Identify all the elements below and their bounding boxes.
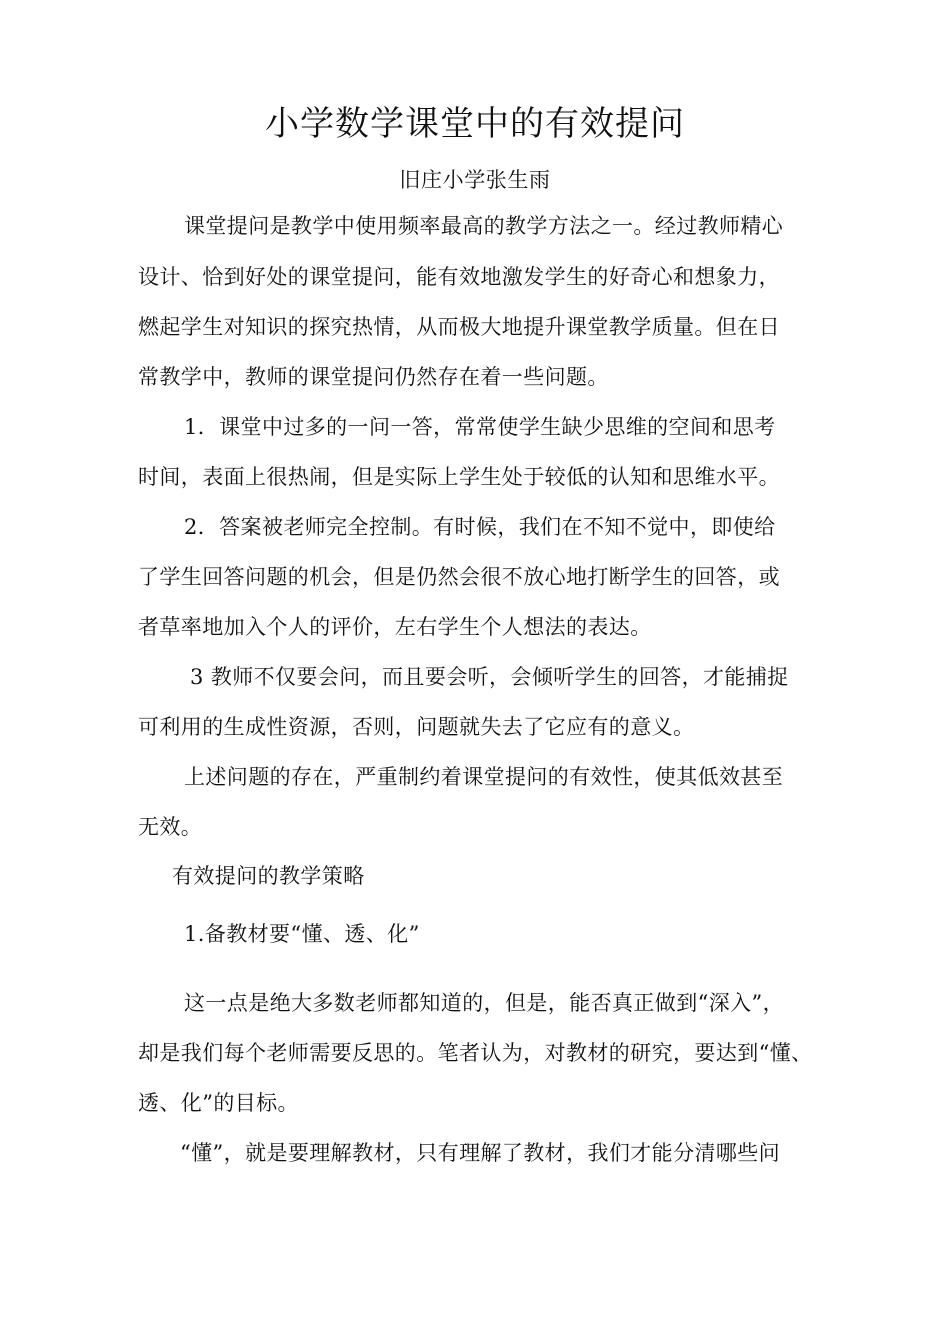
paragraph-line: 课堂提问是教学中使用频率最高的教学方法之一。经过教师精心: [184, 214, 784, 238]
subsection-heading: 1.备教材要“懂、透、化”: [184, 922, 420, 946]
paragraph-line: 2．答案被老师完全控制。有时候，我们在不知不觉中，即使给: [184, 515, 776, 539]
paragraph-line: 1．课堂中过多的一问一答，常常使学生缺少思维的空间和思考: [184, 415, 776, 439]
paragraph-line: 设计、恰到好处的课堂提问，能有效地激发学生的好奇心和想象力，: [138, 265, 780, 289]
paragraph-line: 3 教师不仅要会问，而且要会听，会倾听学生的回答，才能捕捉: [190, 665, 789, 689]
document-author: 旧庄小学张生雨: [399, 168, 551, 192]
paragraph-line: 时间，表面上很热闹，但是实际上学生处于较低的认知和思维水平。: [138, 465, 780, 489]
paragraph-line: 了学生回答问题的机会，但是仍然会很不放心地打断学生的回答，或: [138, 565, 780, 589]
paragraph-line: 却是我们每个老师需要反思的。笔者认为，对教材的研究，要达到“懂、: [138, 1041, 813, 1065]
paragraph-line: 者草率地加入个人的评价，左右学生个人想法的表达。: [138, 615, 652, 639]
paragraph-line: 透、化”的目标。: [138, 1091, 299, 1115]
paragraph-line: 燃起学生对知识的探究热情，从而极大地提升课堂教学质量。但在日: [138, 315, 780, 339]
paragraph-line: 可利用的生成性资源，否则，问题就失去了它应有的意义。: [138, 715, 695, 739]
paragraph-line: 上述问题的存在，严重制约着课堂提问的有效性，使其低效甚至: [184, 765, 784, 789]
document-title: 小学数学课堂中的有效提问: [265, 104, 685, 144]
paragraph-line: 这一点是绝大多数老师都知道的，但是，能否真正做到“深入”，: [184, 991, 785, 1015]
paragraph-line: 无效。: [138, 815, 203, 839]
paragraph-line: 常教学中，教师的课堂提问仍然存在着一些问题。: [138, 365, 609, 389]
paragraph-line: “懂”，就是要理解教材，只有理解了教材，我们才能分清哪些问: [180, 1141, 781, 1165]
section-heading: 有效提问的教学策略: [172, 864, 365, 888]
